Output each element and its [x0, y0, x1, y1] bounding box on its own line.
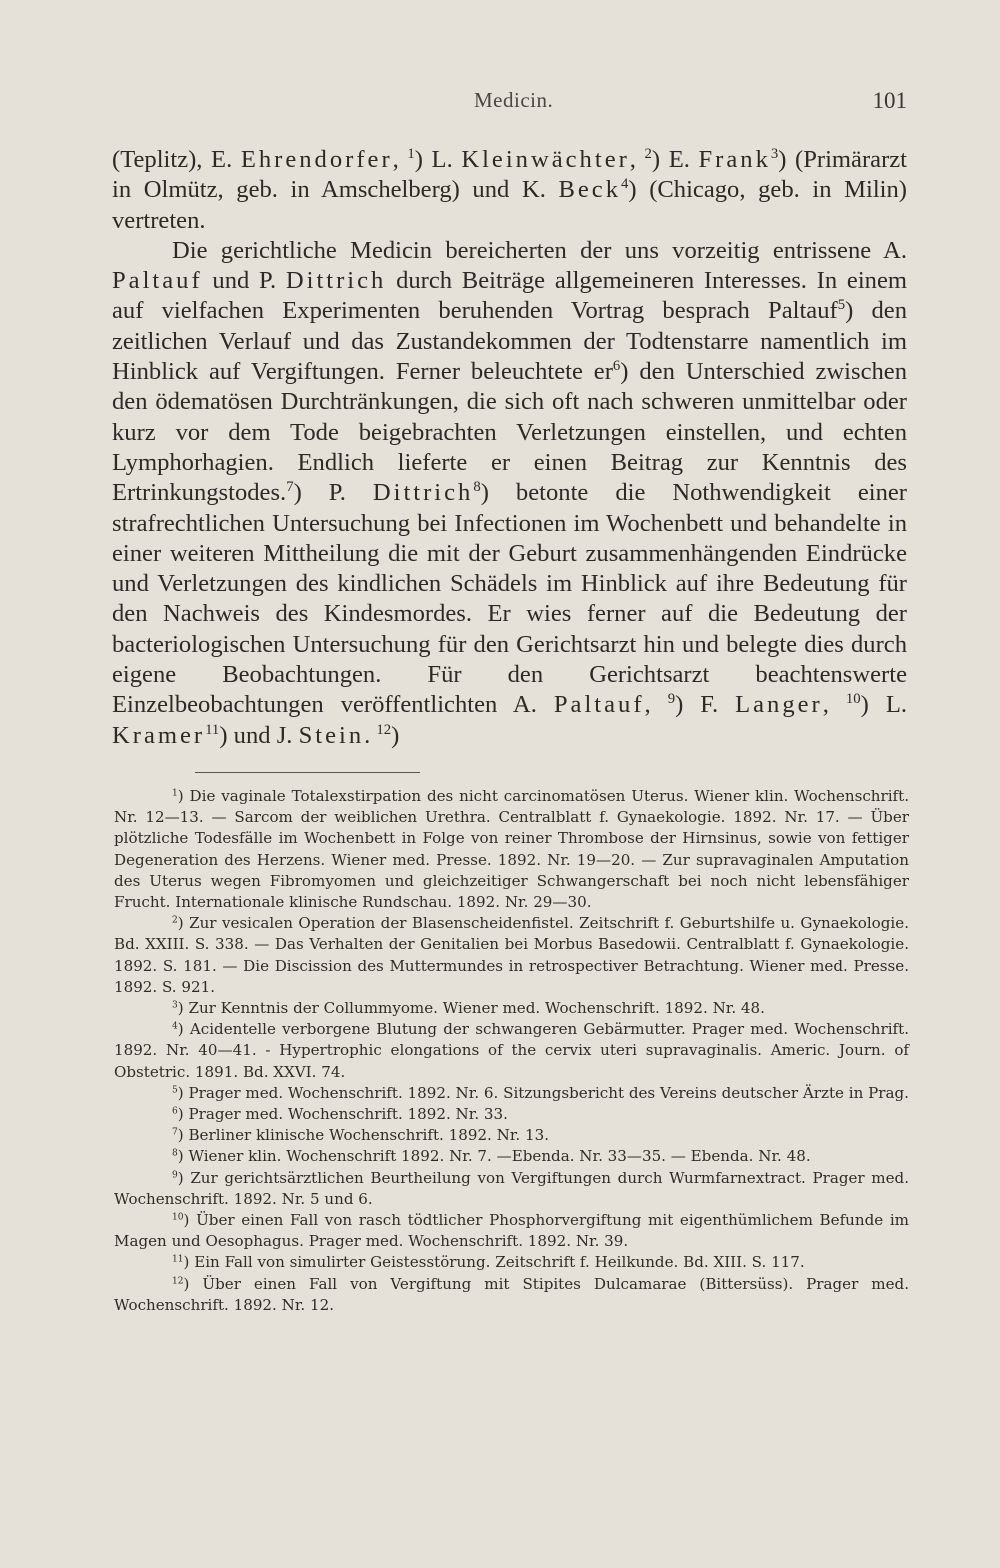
- footnote-text: Prager med. Wochenschrift. 1892. Nr. 33.: [188, 1105, 508, 1124]
- footnote-paren: ): [177, 787, 190, 805]
- footnote-number: 11: [172, 1255, 184, 1266]
- footnote-number: 3: [172, 1000, 178, 1011]
- footnote: [114, 1252, 909, 1273]
- footnote: [114, 1146, 909, 1167]
- body-text: ) den Unterschied zwischen den ödematösen Durchtränkungen, die sich oft nach schweren unmittelbar oder kurz vor dem Tode beigebrachten Verletzungen einstellen, und echten Lymphorhagien. Endlich lieferte er einen Beitrag zur Kenntnis des Ertrinkungstodes.: [112, 358, 907, 507]
- footnote-text: Über einen Fall von Vergiftung mit Stipites Dulcamarae (Bittersüss). Prager med. Wochenschrift. 1892. Nr. 12.: [114, 1274, 910, 1314]
- footnote-paren: ): [177, 914, 190, 933]
- footnote-text: Berliner klinische Wochenschrift. 1892. Nr. 13.: [188, 1126, 549, 1145]
- footnote-paren: ): [183, 1253, 195, 1272]
- footnote-text: Acidentelle verborgene Blutung der schwangeren Gebärmutter. Prager med. Wochenschrift. 1892. Nr. 40—41. - Hypertrophic elongations of the cervix uteri supravaginalis. Americ. Journ. of Obstetric. 1891. Bd. XXVI. 74.: [114, 1020, 910, 1081]
- spaced-name: Beck: [558, 176, 622, 204]
- body-text: ) betonte die Nothwendigkeit einer strafrechtlichen Untersuchung bei Infectionen im Wochenbett und behandelte in einer weiteren Mittheilung die mit der Geburt zusammenhängenden Eindrücke und Verletzungen des kindlichen Schädels im Hinblick auf ihre Bedeutung für den Nachweis des Kindesmordes. Er wies ferner auf die Bedeutung der bacteriologischen Untersuchung für den Gerichtsarzt hin und belegte dies durch eigene Beobachtungen. Für den Gerichtsarzt beachtenswerte Einzelbeobachtungen veröffentlichten A.: [112, 479, 907, 719]
- footnote-number: 2: [172, 915, 178, 926]
- body-text: ,: [822, 691, 846, 719]
- spaced-name: Ehrendorfer: [240, 146, 393, 173]
- footnote-number: 9: [172, 1170, 178, 1181]
- body-text: durch Beiträge allgemeineren Interesses. In einem auf vielfachen Experimenten beruhenden Vortrag besprach Paltauf: [112, 267, 907, 325]
- spaced-name: Dittrich: [285, 267, 387, 295]
- page-header: [112, 88, 907, 118]
- body-text: ) E.: [651, 146, 699, 173]
- footnote-text: Prager med. Wochenschrift. 1892. Nr. 6. Sitzungsbericht des Vereins deutscher Ärzte in Prag.: [188, 1083, 909, 1102]
- footnote-text: Die vaginale Totalexstirpation des nicht carcinomatösen Uterus. Wiener klin. Wochenschrift. Nr. 12—13. — Sarcom der weiblichen Urethra. Centralblatt f. Gynaekologie. 1892. Nr. 17. — Über plötzliche Todesfälle im Wochenbett in Folge von reiner Thrombose der Hirnsinus, sowie von fettiger Degeneration des Herzens. Wiener med. Presse. 1892. Nr. 19—20. — Zur supravaginalen Amputation des Uterus wegen Fibromyomen und gleichzeitiger Schwangerschaft bei noch nicht lebensfähiger Frucht. Internationale klinische Rundschau. 1892. Nr. 29—30.: [114, 787, 909, 912]
- footnote-text: Ein Fall von simulirter Geistesstörung. Zeitschrift f. Heilkunde. Bd. XIII. S. 117.: [194, 1253, 805, 1272]
- footnote-text: Zur Kenntnis der Collummyome. Wiener med. Wochenschrift. 1892. Nr. 48.: [188, 999, 765, 1018]
- page-number: 101: [872, 88, 907, 113]
- footnote-marker: 6: [612, 358, 621, 375]
- footnote-number: 8: [172, 1149, 178, 1160]
- footnote-marker: 7: [286, 479, 294, 496]
- footnote-marker: 9: [667, 691, 676, 708]
- footnote-separator: [195, 772, 420, 773]
- body-text: .: [364, 721, 377, 749]
- body-text: ) L.: [414, 146, 462, 173]
- footnote-number: 7: [172, 1127, 178, 1138]
- footnote-number: 1: [172, 788, 178, 799]
- footnote-marker: 4: [621, 176, 629, 193]
- footnote-paren: ): [177, 1020, 190, 1039]
- footnote-paren: ): [177, 1083, 189, 1102]
- footnote-marker: 8: [473, 479, 481, 496]
- running-title: Medicin.: [474, 88, 554, 112]
- spaced-name: Kramer: [112, 721, 206, 749]
- footnote-paren: ): [177, 1126, 189, 1145]
- footnote-text: Zur gerichtsärztlichen Beurtheilung von Vergiftungen durch Wurmfarnextract. Prager med. Wochenschrift. 1892. Nr. 5 und 6.: [114, 1168, 909, 1208]
- footnotes: [114, 786, 909, 1316]
- body-text: ) (Primärarzt in Olmütz, geb. in Amschelberg) und K.: [112, 146, 908, 204]
- footnote-marker: 2: [644, 146, 652, 163]
- body-text: und P.: [202, 267, 286, 295]
- footnote-paren: ): [183, 1211, 197, 1230]
- spaced-name: Stein: [298, 721, 365, 749]
- footnote-number: 6: [172, 1106, 178, 1117]
- spaced-name: Frank: [698, 146, 771, 173]
- footnote: [114, 1125, 909, 1146]
- footnote-paren: ): [177, 1147, 189, 1166]
- footnote-number: 10: [172, 1212, 184, 1223]
- body-text: ) (Chicago, geb. in Milin) vertreten.: [112, 176, 907, 234]
- footnote-marker: 5: [837, 297, 846, 314]
- body-paragraph: [112, 236, 907, 751]
- footnote: [114, 786, 909, 913]
- body-text: ) L.: [860, 691, 908, 719]
- footnote-number: 12: [172, 1276, 184, 1287]
- footnote-marker: 10: [845, 691, 861, 708]
- footnote: [114, 1083, 909, 1104]
- body-text: ) F.: [675, 691, 736, 719]
- footnote-text: Über einen Fall von rasch tödtlicher Phosphorvergiftung mit eigenthümlichem Befunde im Magen und Oesophagus. Prager med. Wochenschrift. 1892. Nr. 39.: [114, 1211, 909, 1251]
- body-text: ): [391, 721, 400, 749]
- footnote-paren: ): [177, 999, 189, 1018]
- body-text: ) und J.: [219, 721, 299, 749]
- body-text: ,: [629, 146, 645, 173]
- body-paragraph: [112, 145, 907, 236]
- body-text: Die gerichtliche Medicin bereicherten der uns vorzeitig entrissene A.: [172, 236, 907, 264]
- spaced-name: Dittrich: [372, 479, 474, 507]
- footnote-number: 5: [172, 1085, 178, 1096]
- body-text: ,: [644, 691, 668, 719]
- footnote: [114, 1168, 909, 1210]
- main-text: [112, 145, 907, 751]
- footnote: [114, 998, 909, 1019]
- body-text: ) den zeitlichen Verlauf und das Zustandekommen der Todtenstarre namentlich im Hinblick auf Vergiftungen. Ferner beleuchtete er: [112, 297, 907, 386]
- spaced-name: Kleinwächter: [461, 146, 630, 173]
- spaced-name: Paltauf: [112, 267, 203, 295]
- footnote: [114, 1210, 909, 1252]
- footnote-paren: ): [177, 1105, 189, 1124]
- footnote-paren: ): [183, 1274, 203, 1293]
- body-text: (Teplitz), E.: [112, 146, 241, 173]
- body-text: ) P.: [293, 479, 373, 507]
- footnote: [114, 1019, 909, 1083]
- footnote-number: 4: [172, 1021, 178, 1032]
- spaced-name: Langer: [735, 691, 823, 719]
- footnote: [114, 913, 909, 998]
- body-text: ,: [392, 146, 408, 173]
- footnote-marker: 1: [407, 146, 415, 163]
- footnote-marker: 11: [205, 721, 220, 738]
- footnote-marker: 3: [770, 146, 779, 163]
- footnote: [114, 1104, 909, 1125]
- footnote: [114, 1274, 909, 1316]
- footnote-text: Zur vesicalen Operation der Blasenscheidenfistel. Zeitschrift f. Geburtshilfe u. Gynaekologie. Bd. XXIII. S. 338. — Das Verhalten der Genitalien bei Morbus Basedowii. Centralblatt f. Gynaekologie. 1892. S. 181. — Die Discission des Muttermundes in retrospectiver Betrachtung. Wiener med. Presse. 1892. S. 921.: [114, 914, 909, 996]
- footnote-marker: 12: [376, 721, 392, 738]
- footnote-text: Wiener klin. Wochenschrift 1892. Nr. 7. —Ebenda. Nr. 33—35. — Ebenda. Nr. 48.: [188, 1147, 811, 1166]
- footnote-paren: ): [177, 1168, 191, 1187]
- spaced-name: Paltauf: [553, 691, 645, 719]
